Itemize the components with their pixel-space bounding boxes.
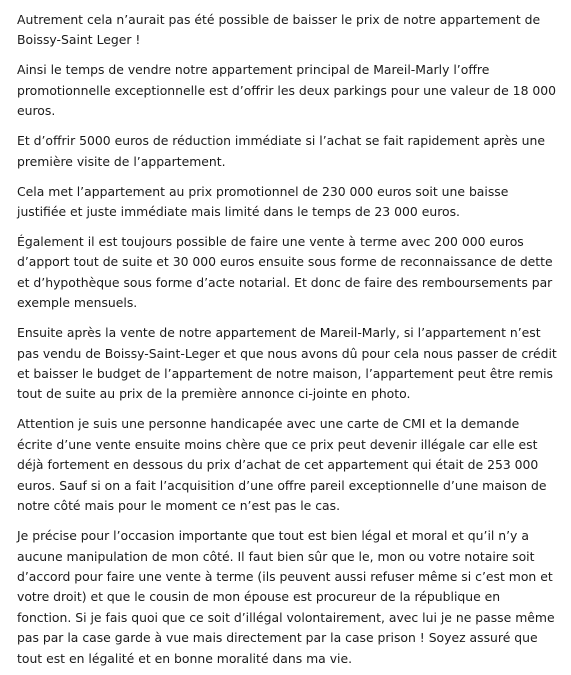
paragraph-4: Cela met l’appartement au prix promotionnel de 230 000 euros soit une baisse justifiée et juste immédiate mais limité dans le temps de 23 000 euros. xyxy=(17,183,509,220)
paragraph-7: Attention je suis une personne handicapée avec une carte de CMI et la demande écrite d’une vente ensuite moins chère que ce prix peut devenir illégale car elle est déjà fortement en dessous du prix d’achat de cet appartement qui était de 253 000 euros. Sauf si on a fait l’acquisition d’une offre pareil exceptionnelle d’une maison de notre côté mais pour le moment ce n’est pas le cas. xyxy=(17,416,547,514)
paragraph-8: Je précise pour l’occasion importante que tout est bien légal et moral et qu’il n’y a aucune manipulation de mon côté. Il faut bien sûr que le, mon ou votre notaire soit d’accord pour faire une vente à terme (ils peuvent aussi refuser même si c’est mon et votre droit) et que le cousin de mon épouse est procureur de la république en fonction. Si je fais quoi que ce soit d’illégal volontairement, avec lui je ne passe même pas par la case garde à vue mais directement par la case prison ! Soyez assuré que tout est en légalité et en bonne moralité dans ma vie. xyxy=(17,528,555,666)
paragraph-3: Et d’offrir 5000 euros de réduction immédiate si l’achat se fait rapidement après une première visite de l’appartement. xyxy=(17,133,545,169)
paragraph-5: Également il est toujours possible de faire une vente à terme avec 200 000 euros d’apport tout de suite et 30 000 euros ensuite sous forme de reconnaissance de dette et d’hypothèque sous forme d’acte notarial. Et donc de faire des remboursements par exemple mensuels. xyxy=(17,234,553,311)
paragraph-6: Ensuite après la vente de notre appartement de Mareil-Marly, si l’appartement n’est pas vendu de Boissy-Saint-Leger et que nous avons dû pour cela nous passer de crédit et baisser le budget de l’appartement de notre maison, l’appartement peut être remis tout de suite au prix de la première annonce ci-jointe en photo. xyxy=(17,325,557,402)
paragraph-2: Ainsi le temps de vendre notre appartement principal de Mareil-Marly l’offre promotionnelle exceptionnelle est d’offrir les deux parkings pour une valeur de 18 000 euros. xyxy=(17,62,557,119)
paragraph-1: Autrement cela n’aurait pas été possible de baisser le prix de notre appartement de Boissy-Saint Leger ! xyxy=(17,12,541,48)
